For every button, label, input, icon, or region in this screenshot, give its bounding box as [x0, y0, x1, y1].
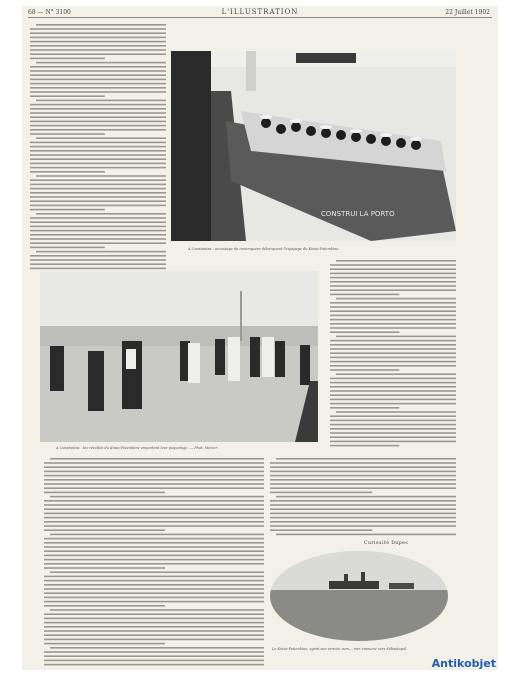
text-line	[44, 639, 264, 641]
text-line	[30, 142, 166, 144]
text-lines	[44, 456, 264, 668]
text-line	[30, 163, 166, 165]
text-line	[44, 517, 264, 519]
text-line	[30, 121, 166, 123]
photo-boat-image	[171, 51, 456, 241]
text-line	[44, 584, 264, 586]
text-line	[330, 420, 456, 422]
text-line	[270, 513, 456, 515]
text-line	[330, 273, 456, 275]
text-line	[330, 281, 456, 283]
text-line	[330, 285, 456, 287]
text-line	[330, 302, 456, 304]
text-line	[330, 348, 456, 350]
text-line	[30, 209, 105, 211]
text-line	[270, 471, 456, 473]
text-line	[270, 466, 456, 468]
text-line	[36, 175, 166, 177]
text-line	[336, 411, 456, 413]
text-line	[30, 83, 166, 85]
text-line	[36, 100, 166, 102]
text-line	[270, 500, 456, 502]
text-line	[44, 643, 165, 645]
text-line	[30, 58, 105, 60]
text-line	[30, 255, 166, 257]
text-line	[36, 137, 166, 139]
watermark: Antikobjet	[431, 657, 496, 670]
text-line	[30, 146, 166, 148]
text-line	[330, 315, 456, 317]
text-line	[30, 259, 166, 261]
text-line	[330, 403, 456, 405]
text-line	[330, 331, 399, 333]
text-line	[36, 251, 166, 253]
text-line	[44, 471, 264, 473]
text-line	[44, 597, 264, 599]
text-line	[330, 399, 456, 401]
text-line	[330, 424, 456, 426]
text-line	[36, 62, 166, 64]
text-line	[44, 475, 264, 477]
text-line	[30, 28, 166, 30]
text-line	[44, 664, 264, 666]
text-line	[50, 496, 264, 498]
text-line	[330, 277, 456, 279]
text-line	[330, 436, 456, 438]
photo-boat-constantsa	[171, 51, 456, 241]
text-line	[330, 432, 456, 434]
text-line	[336, 336, 456, 338]
text-line	[30, 116, 166, 118]
text-line	[30, 150, 166, 152]
text-line	[36, 213, 166, 215]
text-line	[330, 386, 456, 388]
text-line	[44, 651, 264, 653]
text-line	[330, 365, 456, 367]
text-line	[270, 521, 456, 523]
text-line	[30, 263, 166, 265]
text-line	[44, 483, 264, 485]
text-line	[330, 357, 456, 359]
text-line	[44, 592, 264, 594]
text-line	[270, 483, 456, 485]
text-line	[44, 479, 264, 481]
text-line	[330, 378, 456, 380]
text-line	[30, 200, 166, 202]
text-line	[44, 634, 264, 636]
text-line	[330, 428, 456, 430]
text-line	[336, 298, 456, 300]
caption-battleship: Le Kniaz-Potemkine, ayant son arrivée vers... mer emmené vers Sébastopol.	[272, 647, 408, 651]
text-line	[50, 647, 264, 649]
text-line	[330, 369, 399, 371]
text-line	[30, 158, 166, 160]
text-line	[30, 171, 105, 173]
text-line	[44, 513, 264, 515]
text-line	[330, 445, 399, 447]
text-line	[30, 129, 166, 131]
photo-sailors-quay	[40, 271, 318, 442]
text-line	[44, 559, 264, 561]
text-line	[276, 496, 456, 498]
text-line	[44, 655, 264, 657]
text-line	[330, 407, 399, 409]
photo-sailors-image	[40, 271, 318, 442]
text-line	[44, 500, 264, 502]
text-line	[330, 327, 456, 329]
text-line	[30, 45, 166, 47]
text-line	[44, 660, 264, 662]
text-line	[270, 529, 372, 531]
article-column-left-bottom	[44, 456, 264, 668]
text-line	[30, 112, 166, 114]
text-line	[44, 588, 264, 590]
text-line	[30, 91, 166, 93]
text-line	[30, 247, 105, 249]
text-line	[330, 323, 456, 325]
text-line	[30, 179, 166, 181]
text-line	[30, 32, 166, 34]
text-line	[30, 74, 166, 76]
text-line	[30, 184, 166, 186]
text-line	[270, 479, 456, 481]
caption-sailors: A Constantsa : les révoltés du Kniaz-Potemkine emportant leur paquetage. — Phot. Mecier.	[56, 446, 218, 450]
text-line	[44, 618, 264, 620]
text-line	[44, 542, 264, 544]
text-line	[30, 154, 166, 156]
text-line	[330, 382, 456, 384]
text-line	[30, 196, 166, 198]
text-line	[30, 87, 166, 89]
text-line	[44, 630, 264, 632]
text-line	[44, 605, 165, 607]
text-line	[330, 394, 456, 396]
text-line	[36, 24, 166, 26]
text-line	[330, 340, 456, 342]
text-line	[50, 534, 264, 536]
text-line	[330, 441, 456, 443]
photo-battleship-oval	[269, 550, 449, 643]
issue-date: 22 Juillet 1902	[445, 9, 490, 16]
text-line	[30, 104, 166, 106]
text-line	[30, 192, 166, 194]
text-line	[330, 352, 456, 354]
text-line	[44, 525, 264, 527]
text-line	[44, 508, 264, 510]
text-line	[44, 504, 264, 506]
text-line	[330, 344, 456, 346]
text-line	[270, 492, 372, 494]
text-line	[276, 458, 456, 460]
text-line	[30, 49, 166, 51]
boat-lettering: CONSTRUI LA PORTO	[321, 210, 395, 218]
text-line	[44, 580, 264, 582]
text-line	[270, 504, 456, 506]
text-line	[330, 268, 456, 270]
text-line	[44, 538, 264, 540]
text-line	[44, 626, 264, 628]
text-line	[336, 373, 456, 375]
text-line	[44, 601, 264, 603]
text-line	[30, 133, 105, 135]
article-column-right-mid	[330, 258, 456, 448]
text-line	[30, 226, 166, 228]
text-line	[30, 205, 166, 207]
text-line	[30, 242, 166, 244]
text-line	[330, 415, 456, 417]
text-line	[30, 188, 166, 190]
text-line	[50, 609, 264, 611]
text-line	[330, 289, 456, 291]
text-line	[30, 53, 166, 55]
article-signature: Curiosité Dupes	[364, 541, 409, 546]
text-line	[30, 108, 166, 110]
text-line	[336, 260, 456, 262]
text-line	[30, 217, 166, 219]
caption-boat: A Constantsa : accostage du remorqueur débarquant l'équipage du Kniaz-Potemkine.	[188, 247, 340, 251]
text-line	[30, 125, 166, 127]
text-line	[44, 550, 264, 552]
text-line	[330, 361, 456, 363]
text-line	[44, 613, 264, 615]
photo-battleship-image	[269, 550, 449, 643]
text-line	[30, 37, 166, 39]
text-line	[276, 534, 456, 536]
text-line	[50, 458, 264, 460]
article-column-left-top	[30, 22, 166, 272]
text-line	[270, 462, 456, 464]
text-line	[44, 546, 264, 548]
text-line	[330, 294, 399, 296]
article-column-right-bottom	[270, 456, 456, 536]
text-line	[30, 66, 166, 68]
text-line	[44, 466, 264, 468]
text-line	[50, 571, 264, 573]
text-line	[330, 319, 456, 321]
text-line	[44, 563, 264, 565]
text-line	[270, 517, 456, 519]
header-rule	[28, 17, 492, 18]
text-lines	[30, 22, 166, 272]
text-line	[30, 167, 166, 169]
text-line	[330, 264, 456, 266]
text-lines	[330, 258, 456, 448]
page-number: 68 — N° 3100	[28, 9, 71, 16]
text-line	[44, 529, 165, 531]
text-line	[270, 475, 456, 477]
text-line	[30, 230, 166, 232]
text-line	[330, 306, 456, 308]
text-line	[44, 521, 264, 523]
text-line	[270, 508, 456, 510]
text-line	[30, 79, 166, 81]
text-line	[270, 487, 456, 489]
text-line	[44, 462, 264, 464]
text-line	[30, 234, 166, 236]
text-line	[44, 492, 165, 494]
text-line	[44, 567, 165, 569]
text-line	[30, 95, 105, 97]
text-line	[30, 268, 166, 270]
text-line	[44, 487, 264, 489]
text-line	[44, 555, 264, 557]
text-line	[30, 41, 166, 43]
text-lines	[270, 456, 456, 536]
text-line	[330, 390, 456, 392]
text-line	[44, 576, 264, 578]
masthead: L'ILLUSTRATION	[221, 8, 299, 16]
text-line	[30, 221, 166, 223]
text-line	[270, 525, 456, 527]
text-line	[330, 310, 456, 312]
text-line	[30, 70, 166, 72]
text-line	[44, 622, 264, 624]
text-line	[30, 238, 166, 240]
